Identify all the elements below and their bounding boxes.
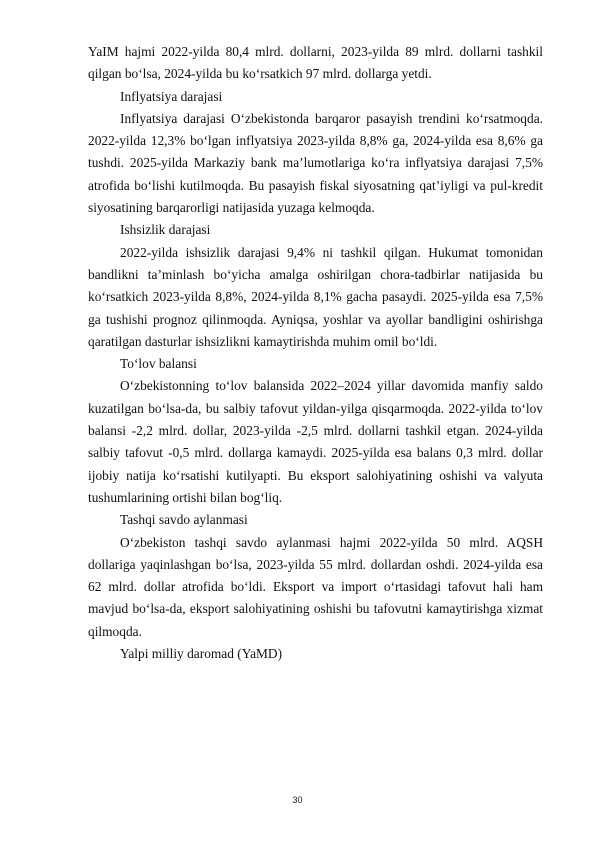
heading-gross-national-income: Yalpi milliy daromad (YaMD) xyxy=(120,646,283,662)
heading-balance-of-payments: To‘lov balansi xyxy=(120,356,197,372)
paragraph-gdp-continued: YaIM hajmi 2022-yilda 80,4 mlrd. dollarni, 2023-yilda 89 mlrd. dollarni tashkil qilgan bo‘lsa, 2024-yilda bu ko‘rsatkich 97 mlrd. dollarga yetdi. xyxy=(88,44,543,82)
heading-foreign-trade: Tashqi savdo aylanmasi xyxy=(120,512,248,528)
paragraph-balance-of-payments: O‘zbekistonning to‘lov balansida 2022–2024 yillar davomida manfiy saldo kuzatilgan bo‘lsa-da, bu salbiy tafovut yildan-yilga qisqarmoqda. 2022-yilda to‘lov balansi -2,2 mlrd. dollar, 2023-yilda -2,5 mlrd. dollarni tashkil etgan. 2024-yilda salbiy tafovut -0,5 mlrd. dollarga kamaydi. 2025-yilda esa balans 0,3 mlrd. dollar ijobiy natija ko‘rsatishi kutilyapti. Bu eksport salohiyatining oshishi va valyuta tushumlarining ortishi bilan bog‘liq. xyxy=(88,378,543,505)
heading-unemployment: Ishsizlik darajasi xyxy=(120,222,211,238)
paragraph-unemployment: 2022-yilda ishsizlik darajasi 9,4% ni tashkil qilgan. Hukumat tomonidan bandlikni ta’minlash bo‘yicha amalga oshirilgan chora-tadbirlar natijasida bu ko‘rsatkich 2023-yilda 8,8%, 2024-yilda 8,1% gacha pasaydi. 2025-yilda esa 7,5% ga tushishi prognoz qilinmoqda. Ayniqsa, yoshlar va ayollar bandligini oshirishga qaratilgan dasturlar ishsizlikni kamaytirishda muhim omil bo‘ldi. xyxy=(88,244,543,349)
heading-inflation: Inflyatsiya darajasi xyxy=(120,88,223,104)
paragraph-inflation: Inflyatsiya darajasi O‘zbekistonda barqaror pasayish trendini ko‘rsatmoqda. 2022-yilda 12,3% bo‘lgan inflyatsiya 2023-yilda 8,8% ga, 2024-yilda esa 8,6% ga tushdi. 2025-yilda Markaziy bank ma’lumotlariga ko‘ra inflyatsiya darajasi 7,5% atrofida bo‘lishi kutilmoqda. Bu pasayish fiskal siyosatning qat’iyligi va pul-kredit siyosatining barqarorligi natijasida yuzaga kelmoqda. xyxy=(88,110,543,216)
page-number: 30 xyxy=(292,795,303,805)
paragraph-foreign-trade: O‘zbekiston tashqi savdo aylanmasi hajmi 2022-yilda 50 mlrd. AQSH dollariga yaqinlashgan bo‘lsa, 2023-yilda 55 mlrd. dollardan oshdi. 2024-yilda esa 62 mlrd. dollar atrofida bo‘ldi. Eksport va import o‘rtasidagi tafovut hali ham mavjud bo‘lsa-da, eksport salohiyatining oshishi bu tafovutni kamaytirishga xizmat qilmoqda. xyxy=(88,534,543,639)
document-page xyxy=(88,41,543,665)
